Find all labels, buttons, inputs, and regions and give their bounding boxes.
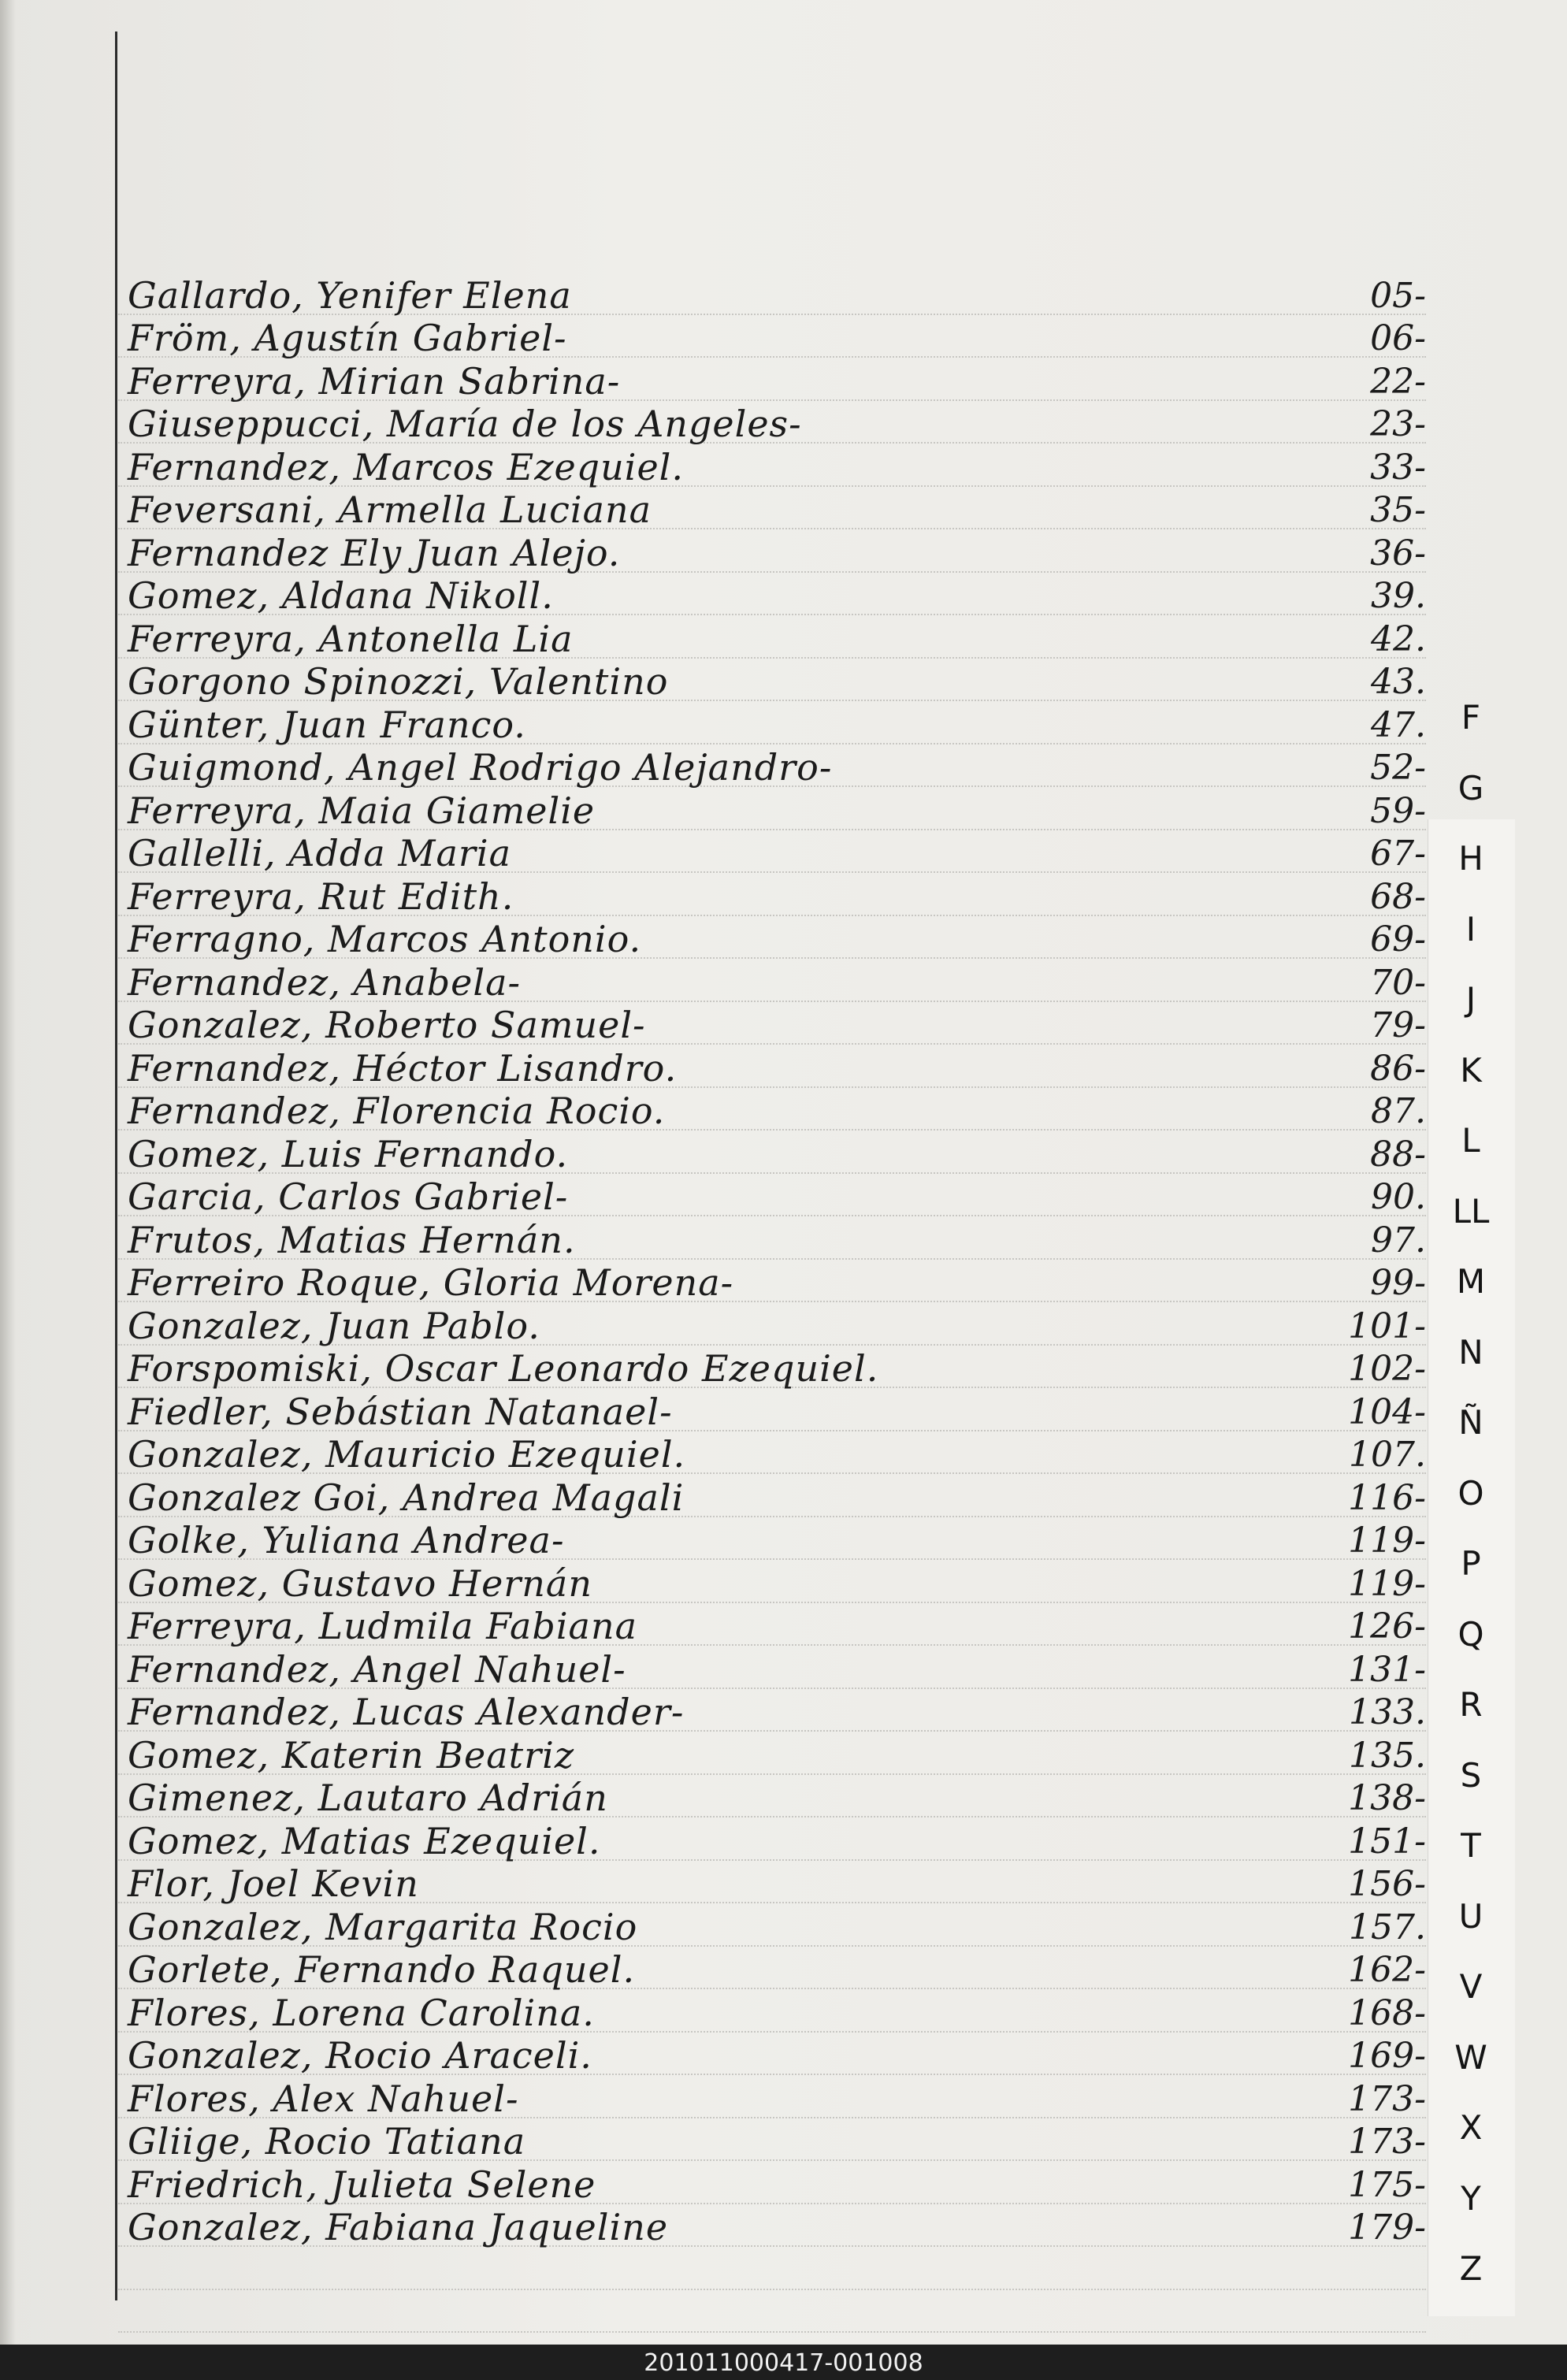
entry-page-number: 86- [1370, 1048, 1426, 1089]
entry-name: Gliige, Rocio Tatiana [128, 2120, 526, 2163]
list-item [118, 272, 1426, 315]
entry-name: Ferreyra, Mirian Sabrina- [128, 359, 621, 403]
list-item [118, 2161, 1426, 2204]
entry-page-number: 39. [1371, 576, 1426, 616]
entry-page-number: 116- [1348, 1477, 1426, 1518]
index-tab[interactable]: P [1461, 1544, 1481, 1583]
index-tab[interactable]: R [1459, 1685, 1483, 1724]
index-tab[interactable]: S [1460, 1755, 1482, 1795]
entry-page-number: 67- [1370, 834, 1426, 874]
index-tab[interactable]: Z [1459, 2249, 1483, 2288]
list-item [118, 2204, 1426, 2248]
entry-name: Gonzalez, Juan Pablo. [128, 1304, 540, 1347]
entry-name: Gallelli, Adda Maria [128, 832, 512, 874]
entry-page-number: 173- [1348, 2122, 1426, 2162]
entry-page-number: 99- [1370, 1263, 1426, 1303]
index-tab[interactable]: G [1457, 768, 1484, 808]
list-item [118, 2075, 1426, 2118]
entry-name: Gorlete, Fernando Raquel. [128, 1948, 636, 1991]
entry-page-number: 06- [1370, 318, 1426, 358]
index-tab[interactable]: M [1456, 1262, 1486, 1301]
list-item [118, 1732, 1426, 1775]
entry-name: Flor, Joel Kevin [128, 1862, 419, 1905]
list-item [118, 1216, 1426, 1260]
entry-name: Flores, Lorena Carolina. [128, 1991, 595, 2034]
entry-name: Guigmond, Angel Rodrigo Alejandro- [128, 746, 833, 789]
list-item [118, 1346, 1426, 1389]
binding-shadow [0, 0, 16, 2345]
entry-name: Gonzalez, Mauricio Ezequiel. [128, 1433, 686, 1476]
list-item [118, 1388, 1426, 1431]
letter-index-tabs [1428, 0, 1514, 2345]
entry-page-number: 42. [1371, 618, 1426, 659]
index-tab[interactable]: K [1460, 1050, 1482, 1090]
list-item [118, 529, 1426, 573]
entry-name: Gonzalez, Fabiana Jaqueline [128, 2206, 669, 2248]
entry-page-number: 107. [1349, 1435, 1426, 1475]
entry-name: Gallardo, Yenifer Elena [128, 273, 572, 317]
entry-page-number: 59- [1370, 790, 1426, 831]
entry-name: Gomez, Gustavo Hernán [128, 1561, 592, 1605]
entry-name: Gonzalez, Rocio Araceli. [128, 2034, 592, 2077]
list-item [118, 1002, 1426, 1045]
entry-page-number: 88- [1370, 1134, 1426, 1175]
entry-page-number: 138- [1348, 1778, 1426, 1818]
list-item [118, 358, 1426, 401]
entry-name: Gimenez, Lautaro Adrián [128, 1777, 608, 1819]
entry-page-number: 70- [1370, 962, 1426, 1003]
list-item [118, 1131, 1426, 1174]
entry-page-number: 162- [1348, 1950, 1426, 1990]
entry-name: Gomez, Matias Ezequiel. [128, 1819, 601, 1862]
entry-page-number: 151- [1348, 1821, 1426, 1862]
index-tab[interactable]: X [1459, 2108, 1483, 2147]
entry-page-number: 68- [1370, 876, 1426, 917]
list-item [118, 1517, 1426, 1561]
entry-page-number: 87. [1371, 1091, 1426, 1131]
entry-page-number: 90. [1371, 1177, 1426, 1217]
list-item [118, 1817, 1426, 1861]
entry-name: Ferreyra, Antonella Lia [128, 617, 574, 660]
list-item [118, 830, 1426, 874]
list-item [118, 487, 1426, 530]
entry-page-number: 101- [1348, 1305, 1426, 1346]
list-item [118, 659, 1426, 702]
ruled-line [118, 2331, 1426, 2333]
entry-name: Fernandez, Anabela- [128, 960, 522, 1004]
list-item [118, 959, 1426, 1002]
margin-line [115, 32, 117, 2300]
entry-name: Günter, Juan Franco. [128, 703, 526, 746]
entry-page-number: 157. [1349, 1907, 1426, 1947]
entry-page-number: 36- [1370, 533, 1426, 574]
list-item [118, 401, 1426, 444]
entry-page-number: 135. [1349, 1735, 1426, 1776]
entry-name: Gomez, Aldana Nikoll. [128, 574, 554, 617]
entry-name: Fernandez, Lucas Alexander- [128, 1691, 685, 1733]
entry-name: Giuseppucci, María de los Angeles- [128, 403, 802, 445]
entry-page-number: 169- [1348, 2036, 1426, 2076]
index-tab[interactable]: T [1461, 1826, 1481, 1865]
entry-name: Ferreiro Roque, Gloria Morena- [128, 1261, 734, 1304]
entry-name: Ferreyra, Maia Giamelie [128, 789, 596, 832]
list-item [118, 1260, 1426, 1303]
index-tab[interactable]: L [1461, 1121, 1480, 1160]
index-tab[interactable]: U [1458, 1896, 1483, 1936]
index-tab[interactable]: I [1465, 909, 1476, 949]
list-item [118, 873, 1426, 916]
entry-name: Gonzalez, Margarita Rocio [128, 1905, 638, 1948]
entry-name: Forspomiski, Oscar Leonardo Ezequiel. [128, 1347, 879, 1390]
entry-page-number: 22- [1370, 361, 1426, 402]
list-item [118, 1689, 1426, 1732]
list-item [118, 1947, 1426, 1990]
entry-name: Gonzalez, Roberto Samuel- [128, 1004, 646, 1046]
index-tab[interactable]: N [1458, 1332, 1483, 1372]
list-item [118, 1174, 1426, 1217]
entry-name: Fiedler, Sebástian Natanael- [128, 1390, 673, 1433]
entry-page-number: 131- [1348, 1649, 1426, 1690]
document-id-label: 201011000417-001008 [644, 2349, 923, 2377]
list-item [118, 1646, 1426, 1689]
entry-page-number: 175- [1348, 2164, 1426, 2205]
index-tab[interactable]: V [1459, 1967, 1483, 2006]
entry-page-number: 35- [1370, 490, 1426, 530]
list-item [118, 1088, 1426, 1131]
entry-page-number: 43. [1371, 662, 1426, 702]
list-item [118, 744, 1426, 788]
list-item [118, 573, 1426, 616]
list-item [118, 2033, 1426, 2076]
list-item [118, 1302, 1426, 1346]
entry-page-number: 79- [1370, 1005, 1426, 1045]
index-tab[interactable]: LL [1452, 1191, 1490, 1231]
list-item [118, 701, 1426, 744]
list-item [118, 615, 1426, 659]
entry-name: Fernandez, Marcos Ezequiel. [128, 445, 685, 488]
entry-name: Fröm, Agustín Gabriel- [128, 317, 567, 359]
index-tab[interactable]: Y [1461, 2178, 1481, 2218]
entry-name: Gomez, Luis Fernando. [128, 1132, 569, 1175]
entry-page-number: 47. [1371, 704, 1426, 745]
entry-name: Frutos, Matias Hernán. [128, 1218, 576, 1261]
list-item [118, 1861, 1426, 1904]
ruled-line [118, 2289, 1426, 2290]
list-item [118, 444, 1426, 487]
entry-page-number: 52- [1370, 748, 1426, 788]
entry-name: Gorgono Spinozzi, Valentino [128, 660, 669, 703]
index-tab[interactable]: O [1457, 1473, 1484, 1513]
index-tab[interactable]: J [1465, 980, 1476, 1019]
entry-page-number: 179- [1348, 2207, 1426, 2248]
index-tab[interactable]: Q [1457, 1614, 1484, 1654]
entry-name: Flores, Alex Nahuel- [128, 2077, 519, 2120]
entry-page-number: 168- [1348, 1992, 1426, 2033]
entry-name: Friedrich, Julieta Selene [128, 2163, 596, 2206]
list-item [118, 787, 1426, 830]
list-item [118, 1431, 1426, 1475]
entry-list [118, 272, 1426, 2247]
list-item [118, 2118, 1426, 2162]
index-tab[interactable]: H [1458, 839, 1483, 878]
list-item [118, 1560, 1426, 1603]
entry-name: Garcia, Carlos Gabriel- [128, 1175, 569, 1218]
entry-page-number: 05- [1370, 275, 1426, 316]
entry-page-number: 23- [1370, 404, 1426, 444]
entry-name: Gomez, Katerin Beatriz [128, 1733, 575, 1777]
list-item [118, 1603, 1426, 1647]
entry-name: Fernandez, Angel Nahuel- [128, 1647, 626, 1691]
entry-page-number: 133. [1349, 1692, 1426, 1732]
list-item [118, 1989, 1426, 2033]
entry-name: Ferragno, Marcos Antonio. [128, 918, 642, 960]
list-item [118, 315, 1426, 358]
entry-name: Fernandez Ely Juan Alejo. [128, 531, 621, 574]
entry-page-number: 97. [1371, 1220, 1426, 1261]
list-item [118, 1045, 1426, 1088]
entry-name: Ferreyra, Rut Edith. [128, 874, 514, 918]
entry-page-number: 104- [1348, 1391, 1426, 1432]
entry-page-number: 69- [1370, 919, 1426, 960]
entry-page-number: 119- [1348, 1520, 1426, 1561]
list-item [118, 916, 1426, 960]
entry-page-number: 126- [1348, 1606, 1426, 1647]
entry-page-number: 102- [1348, 1349, 1426, 1389]
entry-name: Fernandez, Héctor Lisandro. [128, 1046, 678, 1090]
index-tab[interactable]: F [1461, 698, 1481, 737]
footer-bar [0, 2345, 1567, 2380]
list-item [118, 1775, 1426, 1818]
entry-page-number: 156- [1348, 1864, 1426, 1904]
entry-name: Golke, Yuliana Andrea- [128, 1519, 565, 1561]
index-tab[interactable]: W [1454, 2037, 1487, 2077]
entry-page-number: 33- [1370, 447, 1426, 488]
list-item [118, 1903, 1426, 1947]
entry-name: Ferreyra, Ludmila Fabiana [128, 1605, 638, 1647]
list-item [118, 1474, 1426, 1517]
entry-page-number: 173- [1348, 2078, 1426, 2119]
entry-page-number: 119- [1348, 1563, 1426, 1604]
entry-name: Feversani, Armella Luciana [128, 488, 652, 531]
index-tab[interactable]: Ñ [1458, 1403, 1483, 1442]
entry-name: Fernandez, Florencia Rocio. [128, 1090, 666, 1132]
entry-name: Gonzalez Goi, Andrea Magali [128, 1476, 685, 1519]
